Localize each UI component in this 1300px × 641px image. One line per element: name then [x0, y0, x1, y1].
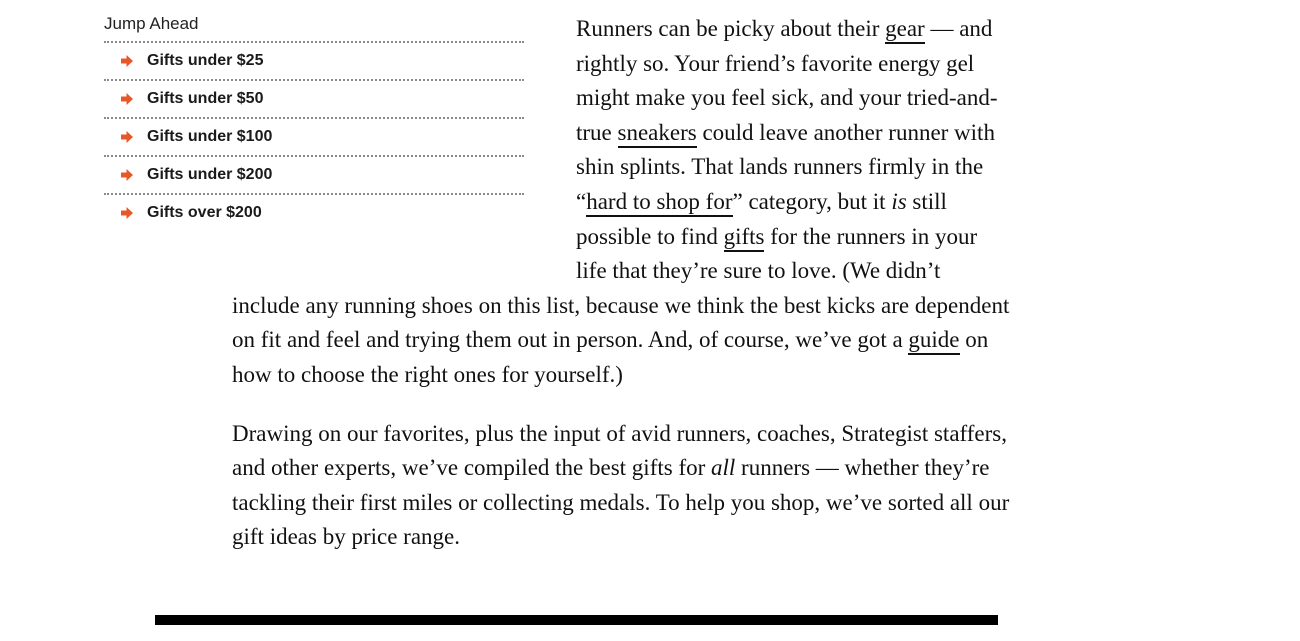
sneakers-link[interactable]: sneakers	[618, 120, 697, 148]
arrow-right-icon	[120, 168, 134, 182]
hard-to-shop-for-link[interactable]: hard to shop for	[586, 189, 732, 217]
arrow-right-icon	[120, 54, 134, 68]
text-run: Runners can be picky about their	[576, 16, 886, 41]
guide-link[interactable]: guide	[908, 327, 959, 355]
arrow-right-icon	[120, 206, 134, 220]
text-run: — and rightly so. Your friend’s favorite energy gel might make you feel sick, and your tried-and-true	[576, 16, 998, 145]
sidebar-spacer	[232, 12, 576, 258]
text-run: still possible to find	[576, 188, 947, 249]
arrow-right-icon	[120, 92, 134, 106]
gear-link[interactable]: gear	[885, 16, 925, 44]
jump-item-label: Gifts under $25	[147, 52, 264, 69]
text-run: Drawing on our favorites, plus the input of avid runners, coaches, Strategist staffers, and other experts, we’ve compiled the best gifts for	[232, 420, 1007, 481]
text-run: runners — whether they’re tackling their first miles or collecting medals. To help you shop, we’ve sorted all our gift ideas by price range.	[232, 455, 1010, 550]
emphasis-text: all	[711, 455, 736, 481]
jump-item-label: Gifts under $50	[147, 90, 264, 107]
text-run: for the runners in your life that they’re sure to love. (We didn’t include any running shoes on this list, because we think the best kicks are dependent on fit and feel and trying them out in person. And, of course, we’ve got a	[232, 223, 1010, 353]
second-paragraph	[232, 417, 1012, 555]
section-divider-bar	[155, 615, 998, 625]
arrow-right-icon	[120, 130, 134, 144]
gifts-link[interactable]: gifts	[724, 224, 765, 252]
jump-item-label: Gifts under $100	[147, 128, 273, 145]
text-run: ” category, but it	[732, 188, 892, 214]
article-body	[232, 12, 1012, 555]
jump-item-label: Gifts over $200	[147, 204, 262, 221]
emphasis-text: is	[891, 188, 907, 214]
jump-ahead-title: Jump Ahead	[104, 12, 524, 43]
jump-item-label: Gifts under $200	[147, 166, 273, 183]
text-run: could leave another runner with shin splints. That lands runners firmly in the “	[576, 119, 995, 214]
text-run: on how to choose the right ones for yourself.)	[232, 327, 989, 387]
